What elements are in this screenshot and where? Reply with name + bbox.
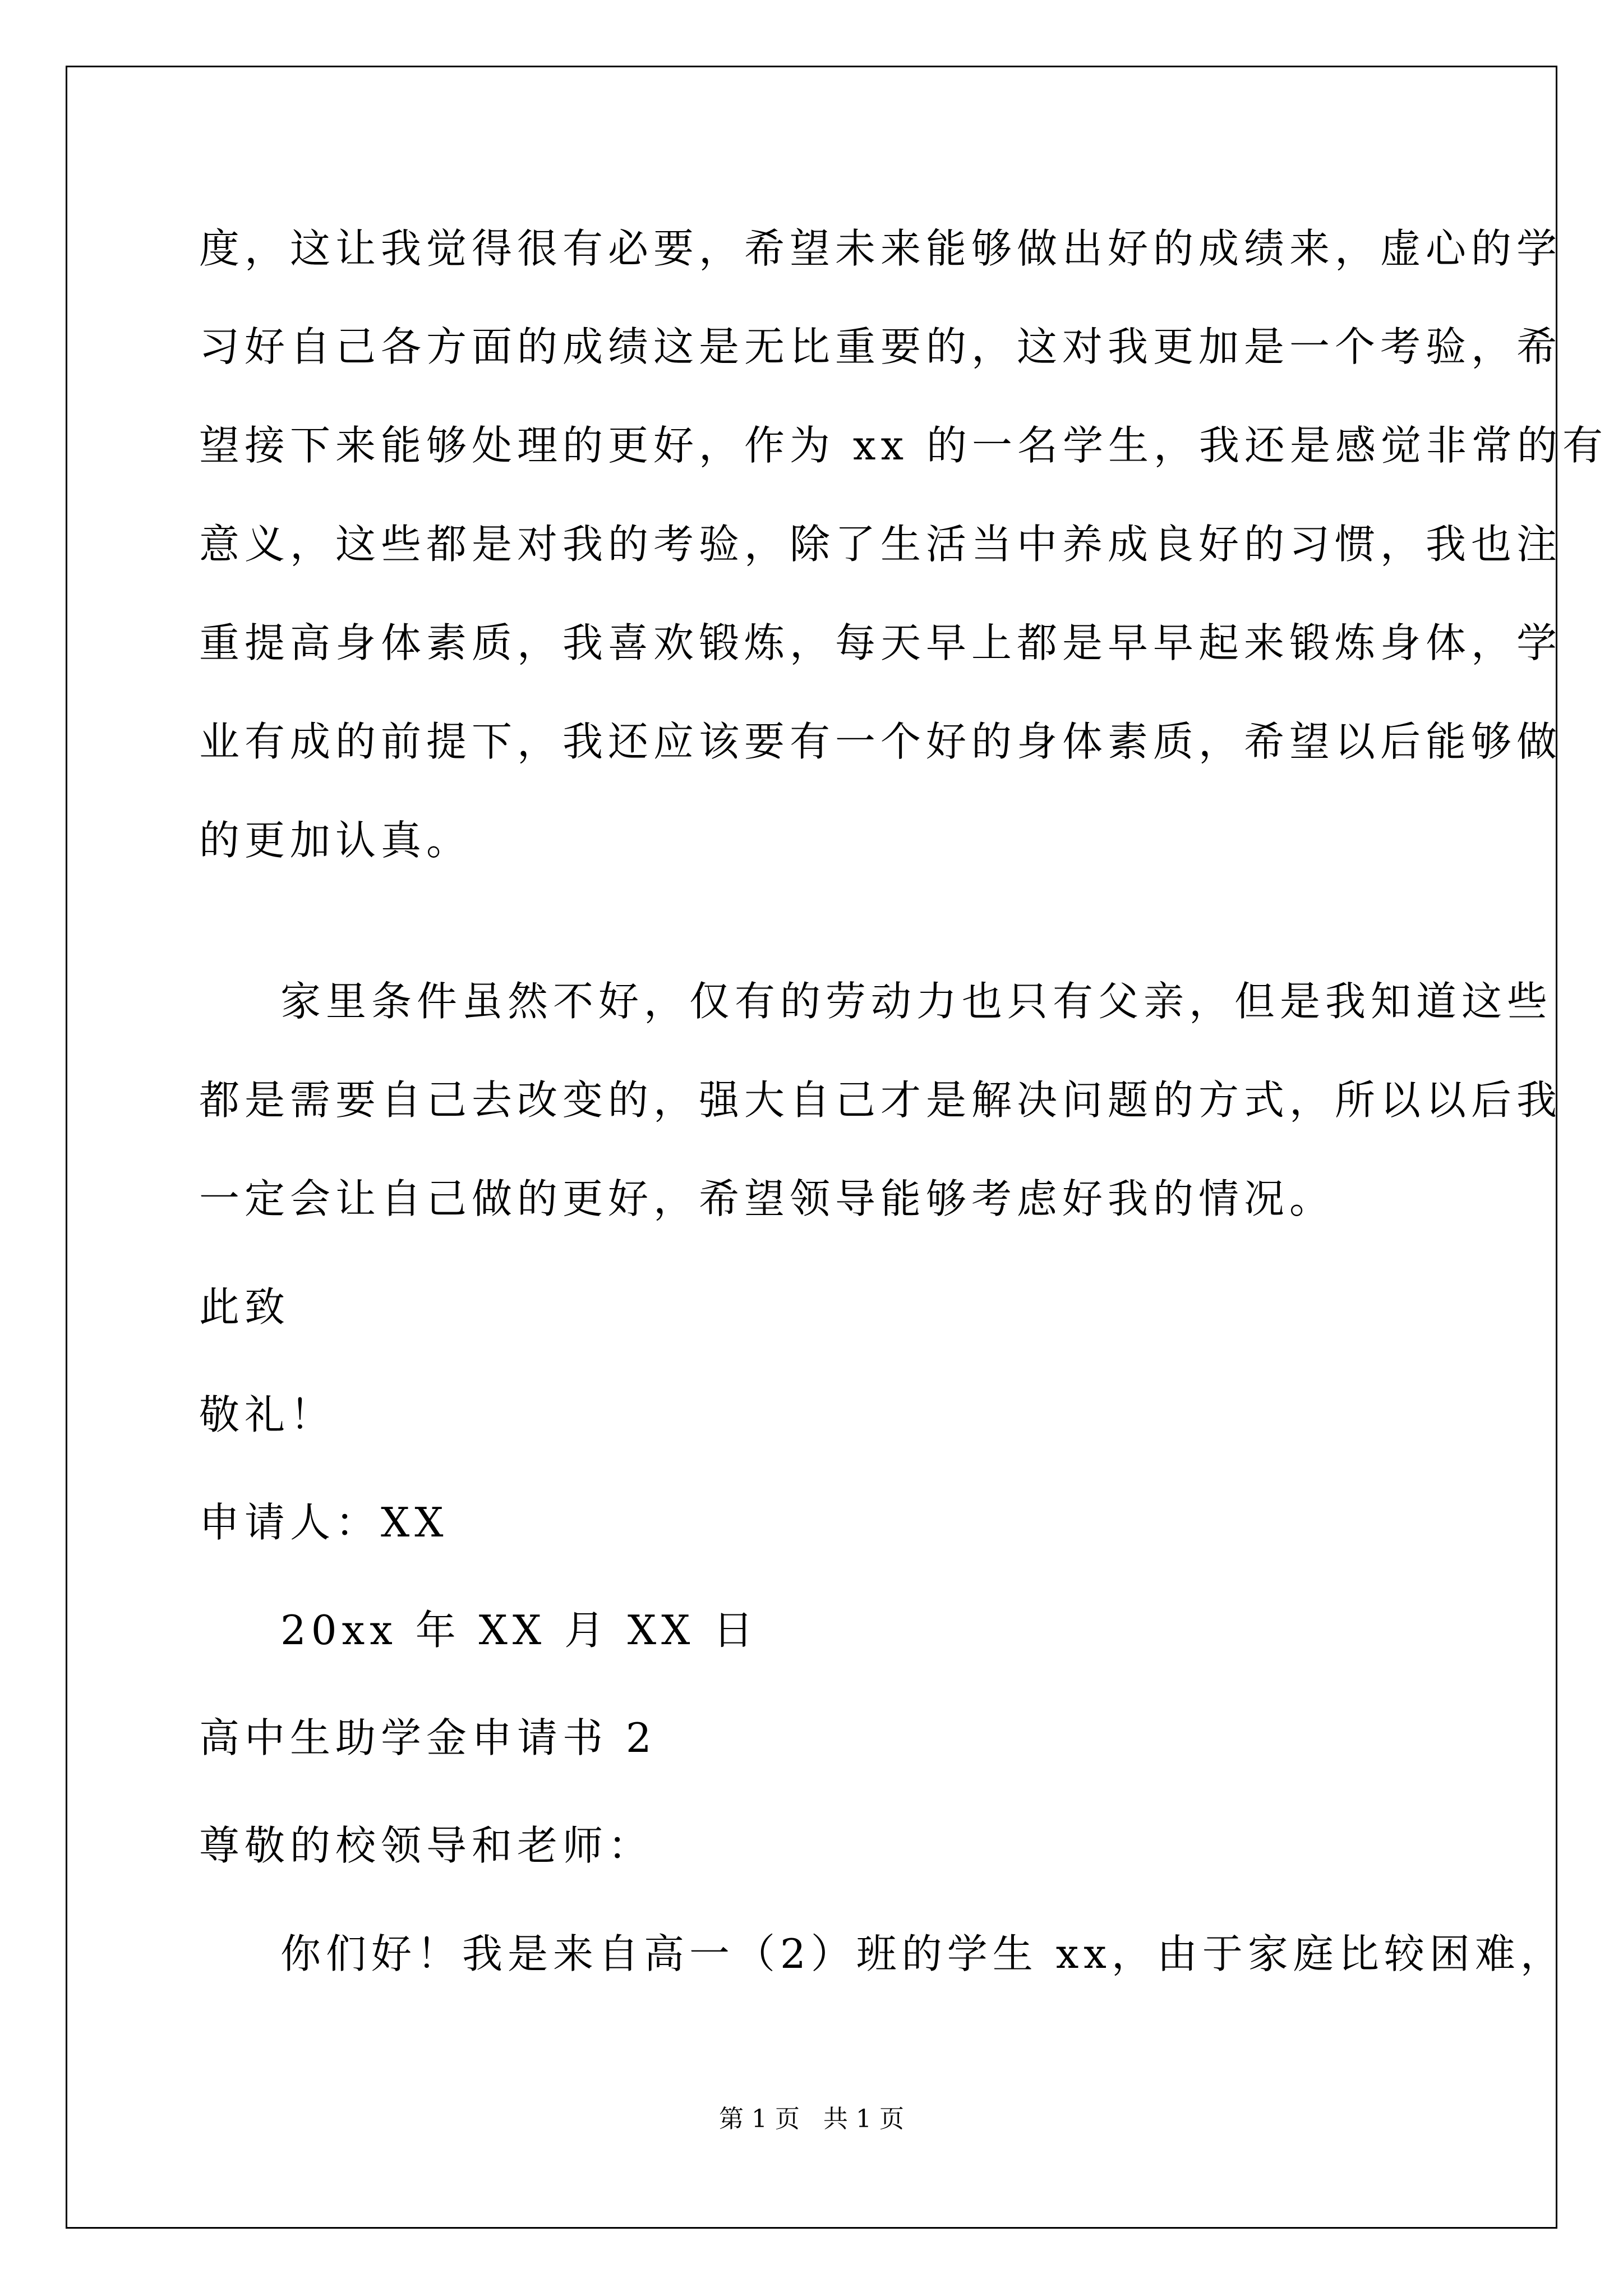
paragraph-first-line: 你们好！我是来自高一（2）班的学生 xx，由于家庭比较困难， (280, 1930, 1566, 1977)
section-title: 高中生助学金申请书 2 (199, 1714, 657, 1761)
page-number-footer: 第 1 页 共 1 页 (719, 2105, 904, 2133)
closing-regards: 敬礼！ (199, 1391, 336, 1438)
body-text-line: 望接下来能够处理的更好，作为 xx 的一名学生，我还是感觉非常的有 (199, 422, 1608, 469)
body-text-line: 的更加认真。 (199, 817, 472, 864)
letter-date: 20xx 年 XX 月 XX 日 (280, 1607, 759, 1654)
greeting: 尊敬的校领导和老师： (199, 1822, 654, 1869)
applicant-signature: 申请人：XX (199, 1499, 449, 1546)
closing-salutation: 此致 (199, 1283, 291, 1331)
body-text-line: 意义，这些都是对我的考验，除了生活当中养成良好的习惯，我也注 (199, 521, 1562, 568)
page-border (66, 66, 1557, 2229)
body-text-line: 都是需要自己去改变的，强大自己才是解决问题的方式，所以以后我 (199, 1076, 1562, 1124)
body-text-line: 重提高身体素质，我喜欢锻炼，每天早上都是早早起来锻炼身体，学 (199, 619, 1562, 666)
body-text-line: 习好自己各方面的成绩这是无比重要的，这对我更加是一个考验，希 (199, 323, 1562, 370)
body-text-line: 业有成的前提下，我还应该要有一个好的身体素质，希望以后能够做 (199, 718, 1562, 765)
paragraph-first-line: 家里条件虽然不好，仅有的劳动力也只有父亲，但是我知道这些 (280, 978, 1553, 1025)
body-text-line: 度，这让我觉得很有必要，希望未来能够做出好的成绩来，虚心的学 (199, 225, 1562, 272)
body-text-line: 一定会让自己做的更好，希望领导能够考虑好我的情况。 (199, 1175, 1335, 1222)
